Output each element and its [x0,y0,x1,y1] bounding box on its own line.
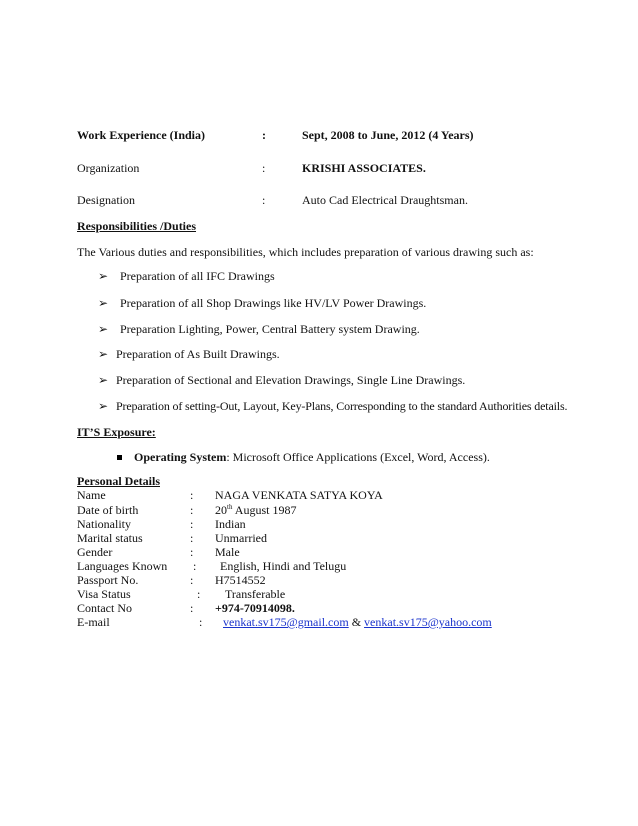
personal-value-contact: +974-70914098. [215,601,295,615]
email-link-gmail[interactable]: venkat.sv175@gmail.com [223,615,349,629]
work-experience-colon: : [262,128,266,142]
personal-value-marital: Unmarried [215,531,267,545]
it-exposure-heading: IT’S Exposure: [77,425,156,439]
personal-value-passport: H7514552 [215,573,266,587]
personal-value-nationality: Indian [215,517,246,531]
personal-label-passport: Passport No. [77,573,139,587]
designation-label: Designation [77,193,135,207]
responsibility-item: Preparation of setting-Out, Layout, Key-Plans, Corresponding to the standard Authorities details. [116,399,568,413]
operating-system-value: : Microsoft Office Applications (Excel, Word, Access). [226,450,490,464]
personal-label-languages: Languages Known [77,559,168,573]
personal-colon: : [190,545,194,559]
personal-label-marital: Marital status [77,531,143,545]
personal-colon: : [197,587,201,601]
personal-label-gender: Gender [77,545,113,559]
personal-value-email [223,615,492,630]
personal-value-visa: Transferable [225,587,286,601]
personal-value-gender: Male [215,545,240,559]
arrow-bullet-icon: ➢ [98,269,109,283]
personal-details-heading: Personal Details [77,474,160,488]
personal-colon: : [190,503,194,517]
responsibility-item: Preparation of all IFC Drawings [120,269,275,283]
responsibility-item: Preparation of Sectional and Elevation Drawings, Single Line Drawings. [116,373,466,387]
arrow-bullet-icon: ➢ [98,296,109,310]
personal-label-name: Name [77,488,106,502]
personal-colon: : [190,531,194,545]
personal-colon: : [190,601,194,615]
responsibilities-intro: The Various duties and responsibilities, which includes preparation of various drawing such as: [77,245,534,259]
designation-colon: : [262,193,266,207]
personal-colon: : [199,615,203,629]
personal-colon: : [193,559,197,573]
organization-value: KRISHI ASSOCIATES. [302,161,426,175]
operating-system-label: Operating System [134,450,227,464]
personal-label-contact: Contact No [77,601,132,615]
email-link-yahoo[interactable]: venkat.sv175@yahoo.com [364,615,492,629]
responsibilities-heading: Responsibilities /Duties [77,219,197,233]
arrow-bullet-icon: ➢ [98,347,109,361]
personal-colon: : [190,488,194,502]
organization-label: Organization [77,161,140,175]
responsibility-item: Preparation of As Built Drawings. [116,347,280,361]
personal-value-languages: English, Hindi and Telugu [220,559,347,573]
work-experience-dates: Sept, 2008 to June, 2012 (4 Years) [302,128,474,142]
personal-label-visa: Visa Status [77,587,131,601]
personal-colon: : [190,517,194,531]
personal-label-nationality: Nationality [77,517,131,531]
arrow-bullet-icon: ➢ [98,373,109,387]
square-bullet-icon [117,455,122,460]
organization-colon: : [262,161,266,175]
arrow-bullet-icon: ➢ [98,399,109,413]
personal-label-dob: Date of birth [77,503,139,517]
operating-system-line [134,450,490,465]
personal-value-dob: 20th August 1987 [215,503,297,517]
personal-label-email: E-mail [77,615,110,629]
arrow-bullet-icon: ➢ [98,322,109,336]
email-separator: & [348,615,365,629]
designation-value: Auto Cad Electrical Draughtsman. [302,193,468,207]
responsibility-item: Preparation of all Shop Drawings like HV/LV Power Drawings. [120,296,427,310]
responsibility-item: Preparation Lighting, Power, Central Battery system Drawing. [120,322,420,336]
work-experience-label: Work Experience (India) [77,128,205,142]
personal-value-name: NAGA VENKATA SATYA KOYA [215,488,383,502]
personal-colon: : [190,573,194,587]
